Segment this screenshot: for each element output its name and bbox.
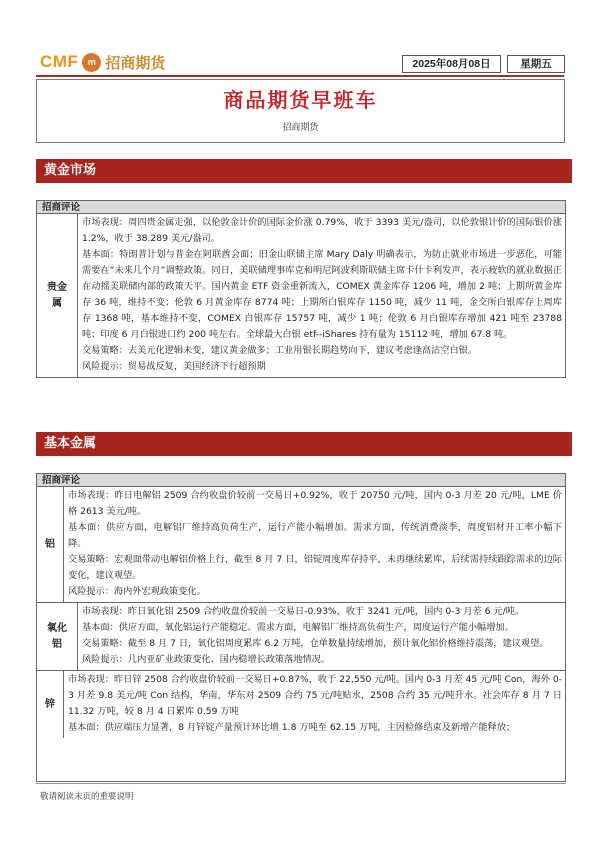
page-title: 商品期货早班车 [223,88,378,112]
risk-warning: 风险提示：几内亚矿业政策变化、国内稳增长政策落地情况。 [82,654,331,665]
report-date: 2025年08月08日 [402,55,501,73]
row-label-aluminium: 铝 [37,487,64,602]
section-title-gold: 黄金市场 [36,159,572,183]
fundamentals: 基本面：供应方面，氧化铝运行产能稳定。需求方面，电解铝厂维持高负荷生产，周度运行产能小幅增加。 [82,622,514,633]
gold-table [36,214,566,378]
logo-cn-text: 招商期货 [105,53,166,72]
row-body [78,214,565,377]
table-header-base-metals: 招商评论 [36,473,566,487]
trading-strategy: 交易策略：宏观面带动电解铝价格上行，截至 8 月 7 日，铝锭周度库存持平，未再继续累库，后续需持续跟踪需求的边际变化，建议观望。 [68,554,562,581]
market-performance: 市场表现：昨日锌 2508 合约收盘价较前一交易日+0.87%，收于 22,550 元/吨。国内 0-3 月差 45 元/吨 Con，海外 0-3 月差 9.8 美元/吨 Con 结构，华南，华东对 2509 合约 75 元/吨贴水，2508 合约 35 元/吨升水。社会库存 8 月 7 日 11.32 万吨，较 8 月 4 日累库 0.59 万吨 [68,674,562,717]
base-metals-table [36,487,566,782]
row-body [64,487,565,602]
fundamentals: 基本面：供应方面，电解铝厂维持高负荷生产，运行产能小幅增加。需求方面，传统消费淡季，周度铝材开工率小幅下降。 [68,522,562,549]
market-performance: 市场表现：昨日氧化铝 2509 合约收盘价较前一交易日-0.93%，收于 3241 元/吨，国内 0-3 月差 6 元/吨。 [82,606,525,617]
brand-logo [40,52,165,72]
risk-warning: 风险提示：贸易战反复，美国经济下行超预期 [82,361,266,372]
table-header-gold: 招商评论 [36,200,566,214]
row-label-zinc: 锌 [37,671,64,738]
row-label-alumina: 氧化铝 [37,603,78,670]
trading-strategy: 交易策略：截至 8 月 7 日，氧化铝周度累库 6.2 万吨，仓单数量持续增加，预计氧化铝价格维持震荡，建议观望。 [82,638,549,649]
trading-strategy: 交易策略：去美元化逻辑未变，建议黄金做多；工业用银长期趋势向下，建议考虑逢高沽空白银。 [82,345,478,356]
market-performance: 市场表现：昨日电解铝 2509 合约收盘价较前一交易日+0.92%，收于 20750 元/吨，国内 0-3 月差 20 元/吨，LME 价格 2613 美元/吨。 [68,490,562,517]
report-weekday: 星期五 [507,55,565,73]
table-row [37,602,565,670]
row-body [64,671,565,738]
logo-emblem-icon: m [82,53,101,72]
risk-warning: 风险提示：海内外宏观政策变化。 [68,586,206,597]
fundamentals: 基本面：特朗普计划与普金在阿联酋会面；旧金山联储主席 Mary Daly 明确表示，为防止就业市场进一步恶化，可能需要在“未来几个月”调整政策。同日，美联储理事库克和明尼阿波利斯联储主席卡什卡利发声，表示疲软的就业数据正在动摇美联储内部的政策天平。国内黄金 ETF 资金重新流入，COMEX 黄金库存 1206 吨，增加 2 吨；上期所黄金库存 36 吨，维持不变；伦敦 6 月黄金库存 8774 吨；上期所白银库存 1150 吨，减少 11 吨，金交所白银库存上周库存 1368 吨，基本维持不变，COMEX 白银库存 15757 吨，减少 1 吨；伦敦 6 月白银库存增加 421 吨至 23788 吨；印度 6 月白银进口约 200 吨左右。全球最大白银 etf--iShares 持有量为 15112 吨，增加 67.8 吨。 [82,249,562,340]
row-body [78,603,565,670]
table-row [37,214,565,377]
table-row [37,487,565,602]
market-performance: 市场表现：周四贵金属走强，以伦敦金计价的国际金价涨 0.79%，收于 3393 美元/盎司，以伦敦银计价的国际银价涨 1.2%，收于 38.289 美元/盎司。 [82,217,562,244]
page-subtitle: 招商期货 [282,123,319,133]
table-row [37,670,565,738]
fundamentals: 基本面：供应端压力显著，8 月锌锭产量预计环比增 1.8 万吨至 62.15 万吨，主因检修结束及新增产能释放； [68,722,516,733]
row-label-precious-metals: 贵金属 [37,214,78,377]
section-title-base-metals: 基本金属 [36,432,572,456]
footer-rule [36,783,566,784]
header-rule [36,75,564,77]
footer-note: 敬请阅读末页的重要说明 [40,792,134,802]
logo-cmf-text: CMF [40,52,79,71]
